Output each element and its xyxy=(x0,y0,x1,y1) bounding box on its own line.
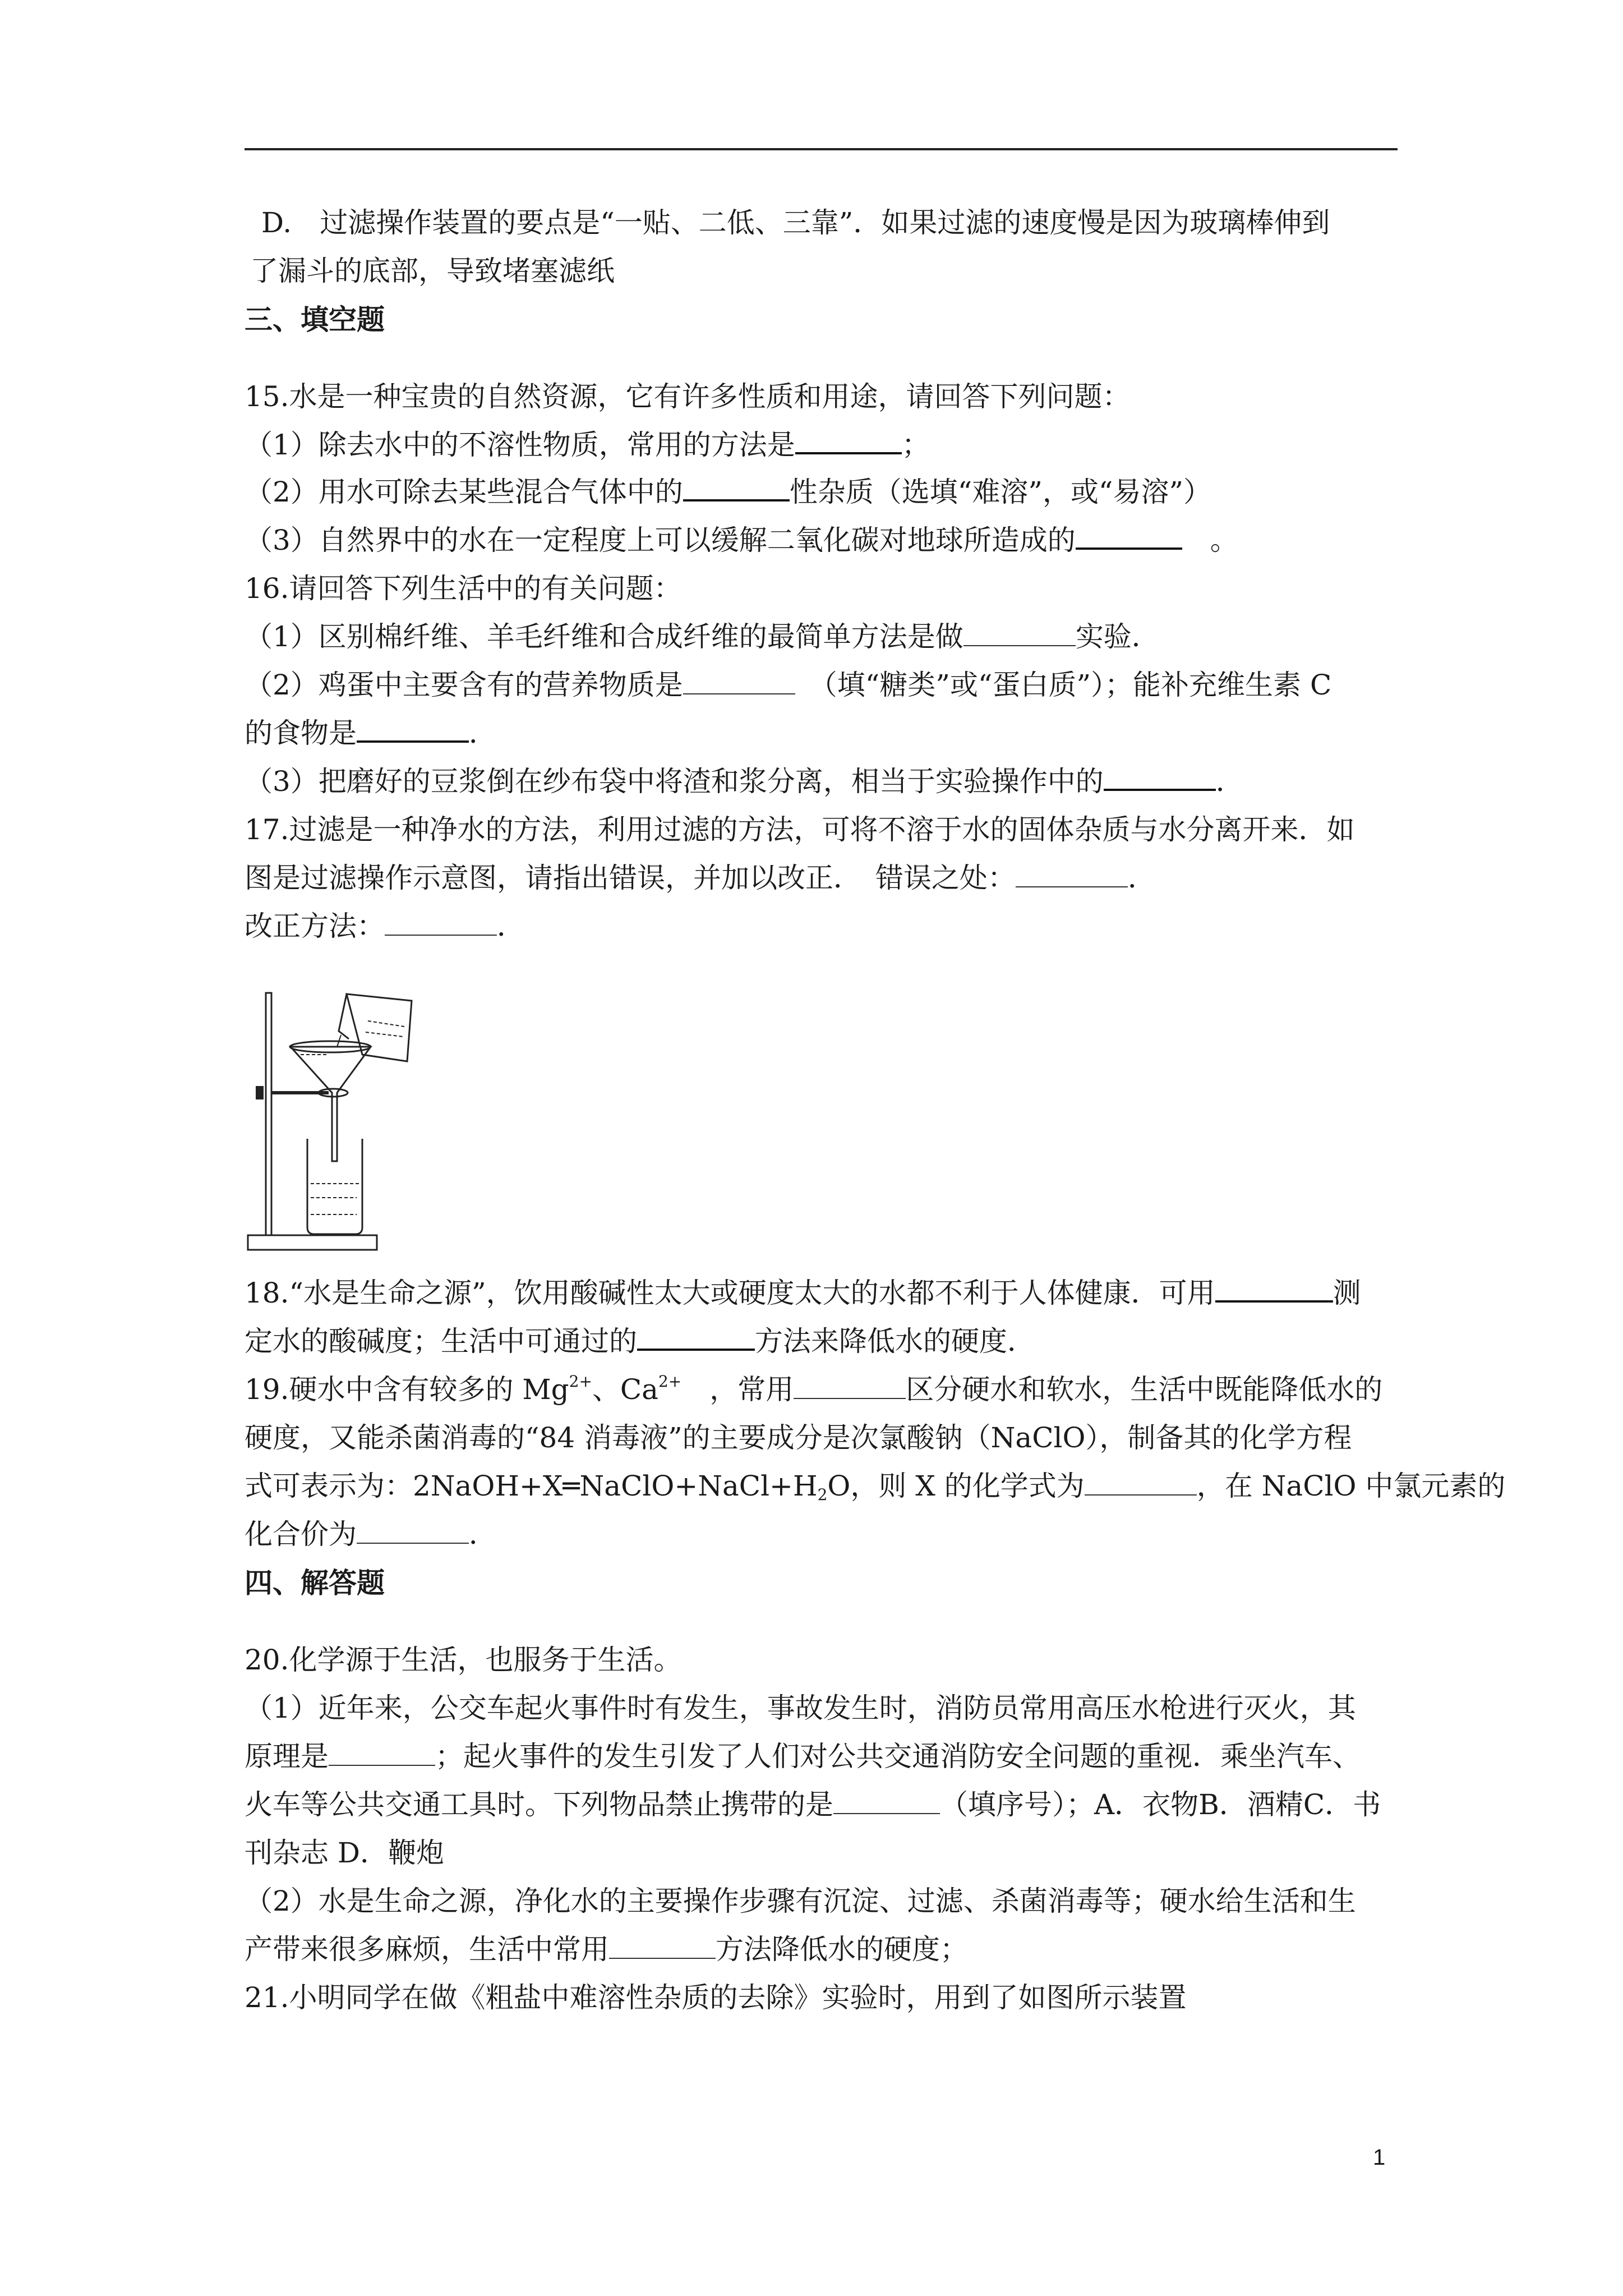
q20-line4: 刊杂志 D．鞭炮 xyxy=(245,1837,444,1869)
q20-blank1[interactable] xyxy=(329,1740,435,1766)
q19-line3: 式可表示为：$2NaOH+X═NaClO+NaCl+H_2O$，则 X 的化学式为 ，在 NaClO 中氯元素的 xyxy=(245,1470,1506,1504)
clamp-screw xyxy=(256,1086,264,1099)
q16-blank2[interactable] xyxy=(683,669,795,694)
q17-blank-fix[interactable] xyxy=(385,910,497,936)
q15-blank1[interactable] xyxy=(795,427,902,454)
q19-line1: 19.硬水中含有较多的 $Mg^{2+}$、$Ca^{2+}$ ，常用 区分硬水和软水，生活中既能降低水的 xyxy=(245,1372,1383,1406)
q19-line4: 化合价为 ． xyxy=(245,1518,497,1550)
q19-blank2[interactable] xyxy=(1085,1470,1197,1496)
q16-part1: （1）区别棉纤维、羊毛纤维和合成纤维的最简单方法是做 实验． xyxy=(245,620,1160,653)
q20-stem: 20.化学源于生活，也服务于生活。 xyxy=(245,1644,682,1676)
q16-stem: 16.请回答下列生活中的有关问题： xyxy=(245,572,682,605)
q17-line1: 17.过滤是一种净水的方法，利用过滤的方法，可将不溶于水的固体杂质与水分离开来．如 xyxy=(245,813,1355,846)
q21-stem: 21.小明同学在做《粗盐中难溶性杂质的去除》实验时，用到了如图所示装置 xyxy=(245,1981,1187,2014)
q16-part2: （2）鸡蛋中主要含有的营养物质是 （填“糖类”或“蛋白质”）；能补充维生素 C xyxy=(245,669,1332,701)
q19-blank3[interactable] xyxy=(357,1518,469,1544)
stand-rod xyxy=(266,993,271,1235)
receiving-beaker xyxy=(307,1139,362,1234)
q20-line6: 产带来很多麻烦，生活中常用 方法降低水的硬度； xyxy=(245,1933,968,1966)
q20-line3: 火车等公共交通工具时。下列物品禁止携带的是 （填序号）；A．衣物B．酒精C．书 xyxy=(245,1788,1381,1821)
q16-blank4[interactable] xyxy=(1104,764,1216,791)
q15-stem: 15.水是一种宝贵的自然资源，它有许多性质和用途，请回答下列问题： xyxy=(245,380,1131,413)
q20-line5: （2）水是生命之源，净化水的主要操作步骤有沉淀、过滤、杀菌消毒等；硬水给生活和生 xyxy=(245,1885,1356,1917)
q19-line2: 硬度，又能杀菌消毒的“84 消毒液”的主要成分是次氯酸钠（NaClO），制备其的化学方程 xyxy=(245,1421,1352,1454)
header-rule xyxy=(245,148,1398,150)
q18-line2: 定水的酸碱度；生活中可通过的 方法来降低水的硬度． xyxy=(245,1325,1035,1358)
q19-blank1[interactable] xyxy=(794,1373,906,1399)
section-title-fill-blank: 三、填空题 xyxy=(245,303,385,336)
page-number: 1 xyxy=(1373,2145,1386,2170)
filtration-apparatus-figure xyxy=(245,976,435,1257)
q15-blank2[interactable] xyxy=(683,475,790,501)
q15-part3: （3）自然界中的水在一定程度上可以缓解二氧化碳对地球所造成的 。 xyxy=(245,524,1238,556)
q20-blank2[interactable] xyxy=(833,1788,940,1814)
option-d-line2: 了漏斗的底部，导致堵塞滤纸 xyxy=(250,255,615,287)
q20-line1: （1）近年来，公交车起火事件时有发生，事故发生时，消防员常用高压水枪进行灭火，其 xyxy=(245,1692,1356,1724)
q16-part2-cont: 的食物是 ． xyxy=(245,717,497,749)
q15-blank3[interactable] xyxy=(1076,523,1182,550)
q15-part2: （2）用水可除去某些混合气体中的 性杂质（选填“难溶”，或“易溶”） xyxy=(245,476,1212,508)
q20-line2: 原理是 ；起火事件的发生引发了人们对公共交通消防安全问题的重视．乘坐汽车、 xyxy=(245,1740,1361,1773)
stand-base xyxy=(248,1235,377,1250)
q15-part1: （1）除去水中的不溶性物质，常用的方法是 ； xyxy=(245,429,930,461)
q16-blank3[interactable] xyxy=(357,716,469,743)
q16-part3: （3）把磨好的豆浆倒在纱布袋中将渣和浆分离，相当于实验操作中的 ． xyxy=(245,765,1244,798)
q18-blank2[interactable] xyxy=(637,1324,755,1351)
section-title-answer: 四、解答题 xyxy=(245,1566,385,1599)
q17-line2: 图是过滤操作示意图，请指出错误，并加以改正． 错误之处： ． xyxy=(245,862,1156,894)
funnel xyxy=(291,1047,371,1161)
q18-blank1[interactable] xyxy=(1215,1276,1333,1303)
q17-line3: 改正方法： ． xyxy=(245,910,525,942)
q18-line1: 18.“水是生命之源”，饮用酸碱性太大或硬度太大的水都不利于人体健康．可用 测 xyxy=(245,1277,1361,1309)
q20-blank3[interactable] xyxy=(609,1933,716,1959)
q16-blank1[interactable] xyxy=(963,620,1076,646)
option-d-line1: D. 过滤操作装置的要点是“一贴、二低、三靠”．如果过滤的速度慢是因为玻璃棒伸到 xyxy=(261,206,1330,239)
q17-blank-error[interactable] xyxy=(1016,862,1128,887)
